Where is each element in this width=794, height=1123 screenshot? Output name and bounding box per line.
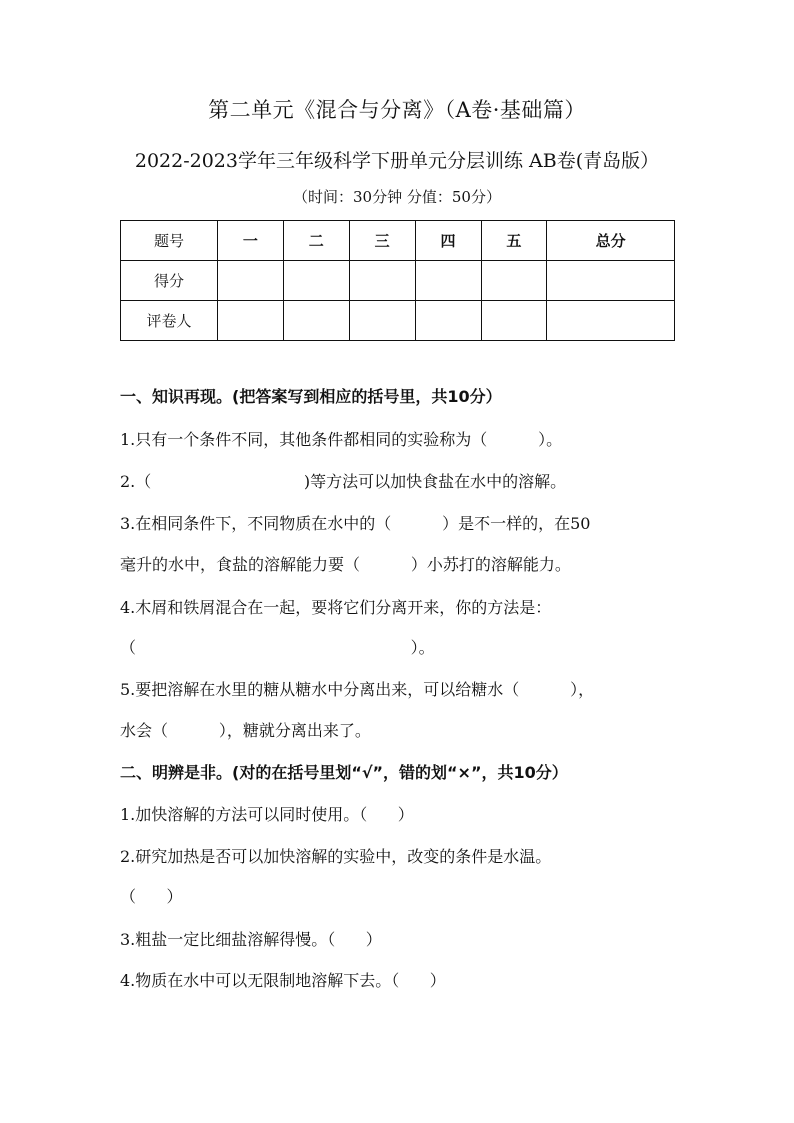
exam-meta: （时间：30分钟 分值：50分）	[293, 188, 501, 206]
score-col-header: 五	[481, 221, 547, 261]
grader-row	[121, 301, 675, 341]
question-line: （ ）	[120, 887, 183, 906]
score-cell[interactable]	[283, 261, 349, 301]
page-subtitle: 2022-2023学年三年级科学下册单元分层训练 AB卷(青岛版）	[134, 150, 660, 172]
score-cell[interactable]	[415, 261, 481, 301]
score-cell[interactable]	[547, 261, 675, 301]
section2-heading: 二、明辨是非。(对的在括号里划“√”，错的划“×”，共10分）	[120, 763, 568, 782]
score-cell[interactable]	[218, 261, 284, 301]
score-col-header: 二	[283, 221, 349, 261]
question-line: （ ）。	[120, 638, 435, 657]
question-line: 1.只有一个条件不同，其他条件都相同的实验称为（ ）。	[120, 430, 563, 449]
question-line: 2.（ )等方法可以加快食盐在水中的溶解。	[120, 472, 567, 491]
question-line: 水会（ ），糖就分离出来了。	[120, 721, 371, 740]
score-cell[interactable]	[349, 261, 415, 301]
grader-cell[interactable]	[547, 301, 675, 341]
question-line: 毫升的水中，食盐的溶解能力要（ ）小苏打的溶解能力。	[120, 555, 571, 574]
grader-cell[interactable]	[415, 301, 481, 341]
grader-row-label: 评卷人	[121, 301, 218, 341]
score-row	[121, 261, 675, 301]
grader-cell[interactable]	[481, 301, 547, 341]
grader-cell[interactable]	[218, 301, 284, 341]
score-col-header: 总分	[547, 221, 675, 261]
score-cell[interactable]	[481, 261, 547, 301]
grader-cell[interactable]	[349, 301, 415, 341]
score-table	[120, 220, 675, 341]
question-line: 3.在相同条件下，不同物质在水中的（ ）是不一样的，在50	[120, 514, 591, 533]
grader-cell[interactable]	[283, 301, 349, 341]
question-line: 5.要把溶解在水里的糖从糖水中分离出来，可以给糖水（ ），	[120, 680, 595, 699]
score-col-header: 四	[415, 221, 481, 261]
score-col-header: 三	[349, 221, 415, 261]
question-line: 1.加快溶解的方法可以同时使用。（ ）	[120, 805, 414, 824]
question-line: 4.物质在水中可以无限制地溶解下去。（ ）	[120, 971, 446, 990]
page-title: 第二单元《混合与分离》（A卷·基础篇）	[208, 98, 586, 122]
score-table-header-row	[121, 221, 675, 261]
question-line: 4.木屑和铁屑混合在一起，要将它们分离开来，你的方法是：	[120, 598, 552, 617]
score-row-label: 得分	[121, 261, 218, 301]
section1-heading: 一、知识再现。(把答案写到相应的括号里，共10分）	[120, 387, 502, 406]
question-line: 2.研究加热是否可以加快溶解的实验中，改变的条件是水温。	[120, 847, 552, 866]
score-col-header: 一	[218, 221, 284, 261]
question-line: 3.粗盐一定比细盐溶解得慢。（ ）	[120, 930, 382, 949]
score-col-header: 题号	[121, 221, 218, 261]
